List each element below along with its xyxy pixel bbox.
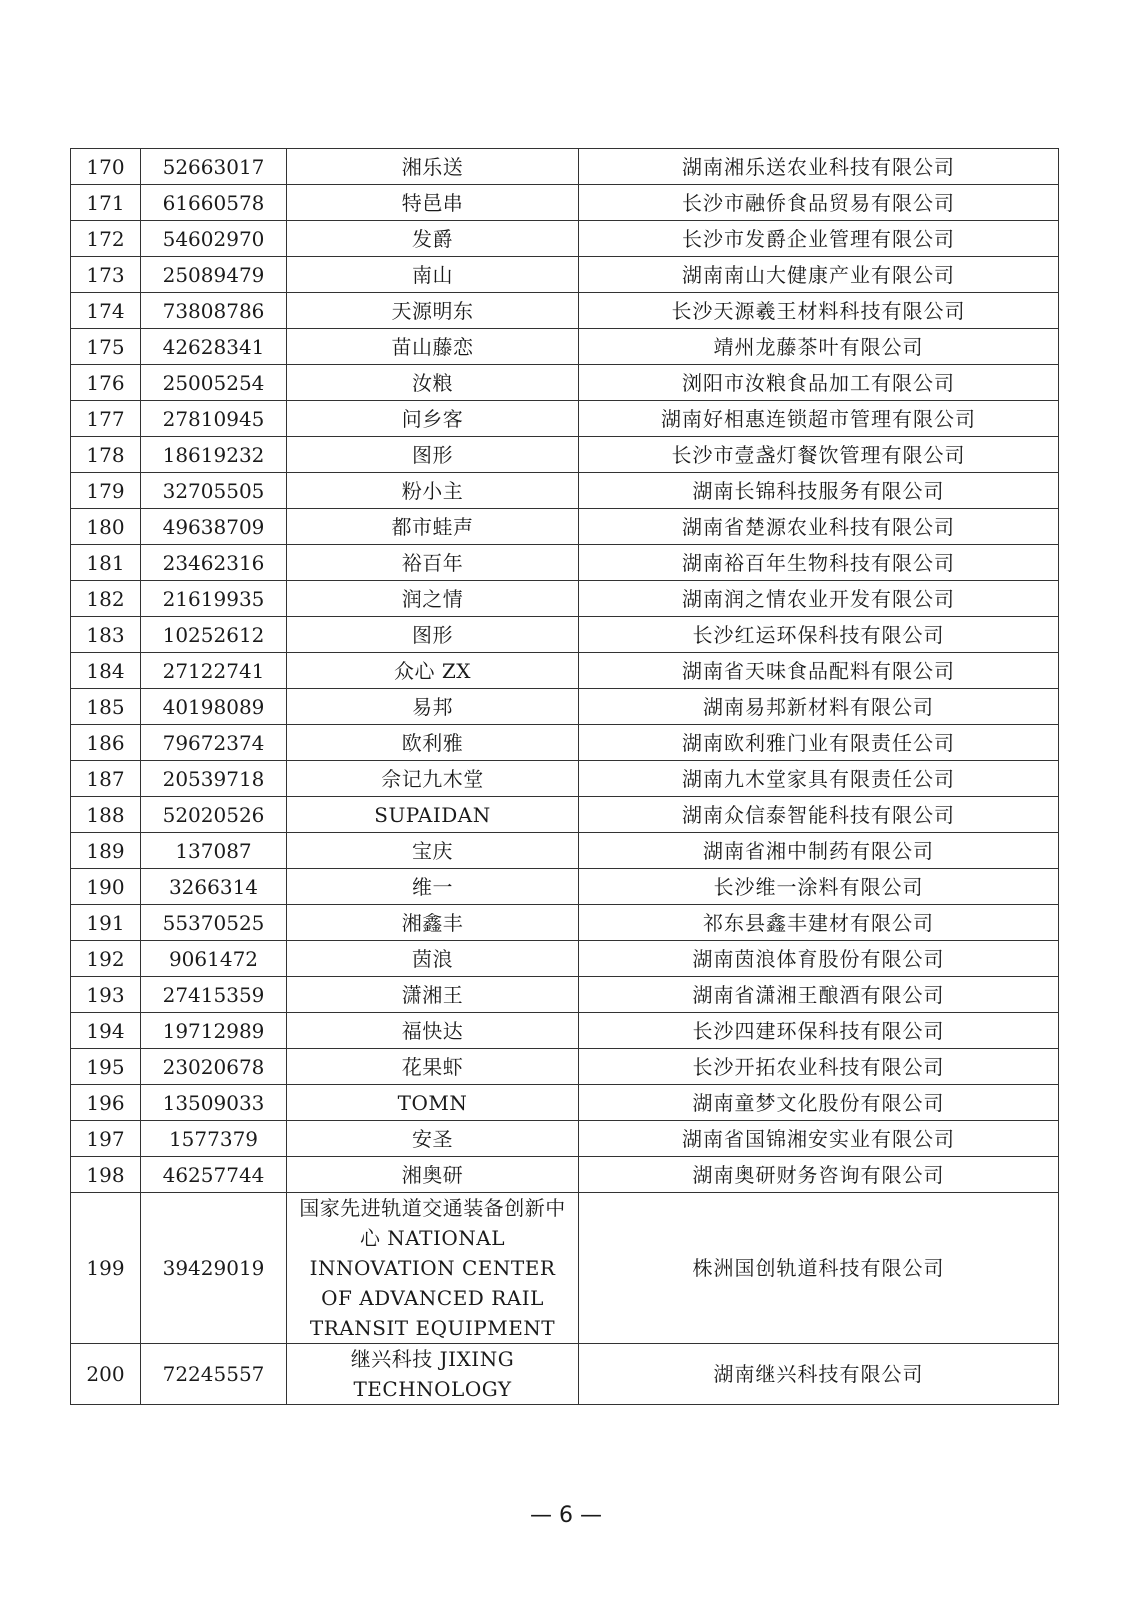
row-index-cell: 192 — [71, 941, 141, 977]
trademark-cell: 国家先进轨道交通装备创新中心 NATIONAL INNOVATION CENTER OF ADVANCED RAIL TRANSIT EQUIPMENT — [287, 1193, 579, 1344]
table-row — [71, 653, 1059, 689]
trademark-cell: 茵浪 — [287, 941, 579, 977]
row-index-cell: 197 — [71, 1121, 141, 1157]
trademark-cell: 天源明东 — [287, 293, 579, 329]
row-index-cell: 200 — [71, 1344, 141, 1405]
registration-number-cell: 21619935 — [141, 581, 287, 617]
trademark-cell: 湘奥研 — [287, 1157, 579, 1193]
table-row — [71, 833, 1059, 869]
company-cell: 祁东县鑫丰建材有限公司 — [579, 905, 1059, 941]
row-index-cell: 176 — [71, 365, 141, 401]
registration-number-cell: 25089479 — [141, 257, 287, 293]
table-row — [71, 797, 1059, 833]
registration-number-cell: 27415359 — [141, 977, 287, 1013]
row-index-cell: 183 — [71, 617, 141, 653]
row-index-cell: 170 — [71, 149, 141, 185]
row-index-cell: 195 — [71, 1049, 141, 1085]
registration-number-cell: 20539718 — [141, 761, 287, 797]
trademark-table-body — [71, 149, 1059, 1405]
registration-number-cell: 54602970 — [141, 221, 287, 257]
trademark-cell: 花果虾 — [287, 1049, 579, 1085]
table-row — [71, 545, 1059, 581]
company-cell: 长沙市发爵企业管理有限公司 — [579, 221, 1059, 257]
company-cell: 长沙市壹盏灯餐饮管理有限公司 — [579, 437, 1059, 473]
trademark-cell: 维一 — [287, 869, 579, 905]
table-row — [71, 365, 1059, 401]
trademark-cell: 继兴科技 JIXING TECHNOLOGY — [287, 1344, 579, 1405]
registration-number-cell: 13509033 — [141, 1085, 287, 1121]
trademark-cell: 湘乐送 — [287, 149, 579, 185]
company-cell: 湖南南山大健康产业有限公司 — [579, 257, 1059, 293]
row-index-cell: 177 — [71, 401, 141, 437]
row-index-cell: 173 — [71, 257, 141, 293]
company-cell: 湖南奥研财务咨询有限公司 — [579, 1157, 1059, 1193]
trademark-cell: TOMN — [287, 1085, 579, 1121]
registration-number-cell: 18619232 — [141, 437, 287, 473]
trademark-cell: SUPAIDAN — [287, 797, 579, 833]
row-index-cell: 191 — [71, 905, 141, 941]
row-index-cell: 174 — [71, 293, 141, 329]
trademark-cell: 特邑串 — [287, 185, 579, 221]
registration-number-cell: 39429019 — [141, 1193, 287, 1344]
trademark-cell: 都市蛙声 — [287, 509, 579, 545]
table-row — [71, 437, 1059, 473]
registration-number-cell: 46257744 — [141, 1157, 287, 1193]
table-row — [71, 509, 1059, 545]
table-row — [71, 473, 1059, 509]
table-row — [71, 977, 1059, 1013]
table-row — [71, 401, 1059, 437]
row-index-cell: 172 — [71, 221, 141, 257]
row-index-cell: 187 — [71, 761, 141, 797]
registration-number-cell: 19712989 — [141, 1013, 287, 1049]
table-row — [71, 149, 1059, 185]
trademark-cell: 图形 — [287, 617, 579, 653]
trademark-cell: 潇湘王 — [287, 977, 579, 1013]
registration-number-cell: 52020526 — [141, 797, 287, 833]
registration-number-cell: 40198089 — [141, 689, 287, 725]
company-cell: 湖南欧利雅门业有限责任公司 — [579, 725, 1059, 761]
trademark-cell: 佘记九木堂 — [287, 761, 579, 797]
trademark-cell: 欧利雅 — [287, 725, 579, 761]
row-index-cell: 188 — [71, 797, 141, 833]
table-row — [71, 257, 1059, 293]
table-row — [71, 329, 1059, 365]
registration-number-cell: 52663017 — [141, 149, 287, 185]
company-cell: 湖南长锦科技服务有限公司 — [579, 473, 1059, 509]
registration-number-cell: 9061472 — [141, 941, 287, 977]
company-cell: 湖南九木堂家具有限责任公司 — [579, 761, 1059, 797]
registration-number-cell: 49638709 — [141, 509, 287, 545]
table-row — [71, 941, 1059, 977]
registration-number-cell: 55370525 — [141, 905, 287, 941]
company-cell: 长沙天源羲王材料科技有限公司 — [579, 293, 1059, 329]
table-row — [71, 869, 1059, 905]
row-index-cell: 182 — [71, 581, 141, 617]
registration-number-cell: 79672374 — [141, 725, 287, 761]
company-cell: 湖南好相惠连锁超市管理有限公司 — [579, 401, 1059, 437]
table-row — [71, 185, 1059, 221]
company-cell: 湖南易邦新材料有限公司 — [579, 689, 1059, 725]
trademark-cell: 粉小主 — [287, 473, 579, 509]
row-index-cell: 199 — [71, 1193, 141, 1344]
registration-number-cell: 3266314 — [141, 869, 287, 905]
registration-number-cell: 73808786 — [141, 293, 287, 329]
row-index-cell: 193 — [71, 977, 141, 1013]
registration-number-cell: 23462316 — [141, 545, 287, 581]
table-row — [71, 905, 1059, 941]
trademark-cell: 易邦 — [287, 689, 579, 725]
registration-number-cell: 25005254 — [141, 365, 287, 401]
page-number: — 6 — — [530, 1503, 602, 1528]
company-cell: 长沙维一涂料有限公司 — [579, 869, 1059, 905]
trademark-cell: 福快达 — [287, 1013, 579, 1049]
table-row — [71, 1121, 1059, 1157]
table-row — [71, 1085, 1059, 1121]
company-cell: 株洲国创轨道科技有限公司 — [579, 1193, 1059, 1344]
row-index-cell: 186 — [71, 725, 141, 761]
company-cell: 靖州龙藤茶叶有限公司 — [579, 329, 1059, 365]
trademark-cell: 图形 — [287, 437, 579, 473]
trademark-cell: 发爵 — [287, 221, 579, 257]
table-row — [71, 725, 1059, 761]
trademark-table — [70, 148, 1059, 1405]
registration-number-cell: 72245557 — [141, 1344, 287, 1405]
row-index-cell: 175 — [71, 329, 141, 365]
company-cell: 湖南茵浪体育股份有限公司 — [579, 941, 1059, 977]
company-cell: 湖南童梦文化股份有限公司 — [579, 1085, 1059, 1121]
trademark-cell: 安圣 — [287, 1121, 579, 1157]
registration-number-cell: 137087 — [141, 833, 287, 869]
company-cell: 浏阳市汝粮食品加工有限公司 — [579, 365, 1059, 401]
registration-number-cell: 27122741 — [141, 653, 287, 689]
registration-number-cell: 61660578 — [141, 185, 287, 221]
row-index-cell: 190 — [71, 869, 141, 905]
trademark-cell: 众心 ZX — [287, 653, 579, 689]
table-row — [71, 761, 1059, 797]
company-cell: 长沙红运环保科技有限公司 — [579, 617, 1059, 653]
company-cell: 湖南裕百年生物科技有限公司 — [579, 545, 1059, 581]
row-index-cell: 171 — [71, 185, 141, 221]
registration-number-cell: 10252612 — [141, 617, 287, 653]
company-cell: 湖南润之情农业开发有限公司 — [579, 581, 1059, 617]
company-cell: 湖南省潇湘王酿酒有限公司 — [579, 977, 1059, 1013]
company-cell: 湖南省国锦湘安实业有限公司 — [579, 1121, 1059, 1157]
table-row — [71, 1193, 1059, 1344]
company-cell: 湖南省湘中制药有限公司 — [579, 833, 1059, 869]
trademark-cell: 裕百年 — [287, 545, 579, 581]
table-row — [71, 581, 1059, 617]
company-cell: 长沙市融侨食品贸易有限公司 — [579, 185, 1059, 221]
company-cell: 湖南继兴科技有限公司 — [579, 1344, 1059, 1405]
registration-number-cell: 1577379 — [141, 1121, 287, 1157]
trademark-cell: 汝粮 — [287, 365, 579, 401]
company-cell: 长沙开拓农业科技有限公司 — [579, 1049, 1059, 1085]
trademark-cell: 宝庆 — [287, 833, 579, 869]
row-index-cell: 196 — [71, 1085, 141, 1121]
table-row — [71, 1013, 1059, 1049]
row-index-cell: 180 — [71, 509, 141, 545]
trademark-cell: 南山 — [287, 257, 579, 293]
company-cell: 长沙四建环保科技有限公司 — [579, 1013, 1059, 1049]
registration-number-cell: 42628341 — [141, 329, 287, 365]
row-index-cell: 198 — [71, 1157, 141, 1193]
trademark-cell: 润之情 — [287, 581, 579, 617]
table-row — [71, 1344, 1059, 1405]
registration-number-cell: 23020678 — [141, 1049, 287, 1085]
trademark-cell: 苗山藤恋 — [287, 329, 579, 365]
row-index-cell: 181 — [71, 545, 141, 581]
row-index-cell: 185 — [71, 689, 141, 725]
row-index-cell: 189 — [71, 833, 141, 869]
row-index-cell: 178 — [71, 437, 141, 473]
table-row — [71, 1157, 1059, 1193]
company-cell: 湖南省楚源农业科技有限公司 — [579, 509, 1059, 545]
table-row — [71, 617, 1059, 653]
trademark-cell: 问乡客 — [287, 401, 579, 437]
row-index-cell: 194 — [71, 1013, 141, 1049]
company-cell: 湖南众信泰智能科技有限公司 — [579, 797, 1059, 833]
company-cell: 湖南湘乐送农业科技有限公司 — [579, 149, 1059, 185]
table-row — [71, 221, 1059, 257]
table-row — [71, 1049, 1059, 1085]
row-index-cell: 184 — [71, 653, 141, 689]
registration-number-cell: 27810945 — [141, 401, 287, 437]
company-cell: 湖南省天味食品配料有限公司 — [579, 653, 1059, 689]
row-index-cell: 179 — [71, 473, 141, 509]
table-row — [71, 689, 1059, 725]
trademark-cell: 湘鑫丰 — [287, 905, 579, 941]
registration-number-cell: 32705505 — [141, 473, 287, 509]
table-row — [71, 293, 1059, 329]
